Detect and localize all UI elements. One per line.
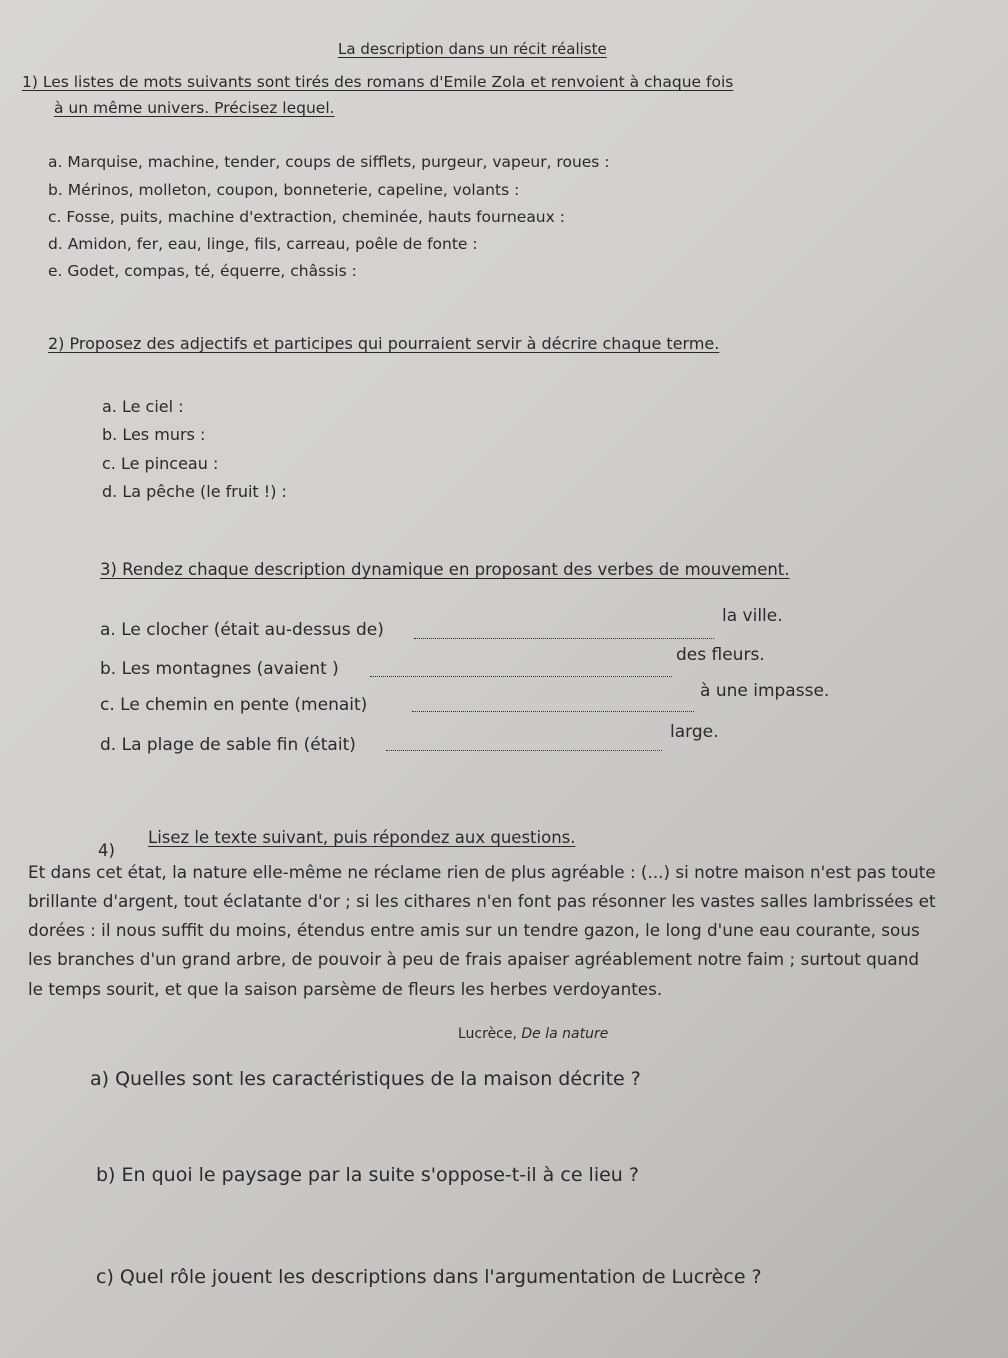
- q3-item-b-end: des fleurs.: [676, 645, 765, 665]
- q2-item-a: a. Le ciel :: [102, 397, 184, 416]
- text-source: [458, 1026, 608, 1042]
- text-line-1: Et dans cet état, la nature elle-même ne réclame rien de plus agréable : (...) si notre maison n'est pas toute: [28, 862, 936, 882]
- question-1-line-1: 1) Les listes de mots suivants sont tirés des romans d'Emile Zola et renvoient à chaque fois: [22, 73, 734, 91]
- q3-item-a-end: la ville.: [722, 606, 783, 626]
- question-4a: a) Quelles sont les caractéristiques de la maison décrite ?: [90, 1068, 641, 1090]
- q3-item-a-start: a. Le clocher (était au-dessus de): [100, 620, 384, 640]
- question-4c: c) Quel rôle jouent les descriptions dans l'argumentation de Lucrèce ?: [96, 1266, 762, 1288]
- q3-item-d-blank: [386, 750, 662, 751]
- q3-item-a-blank: [414, 638, 714, 639]
- q1-item-b: b. Mérinos, molleton, coupon, bonneterie, capeline, volants :: [48, 181, 520, 199]
- q2-item-b: b. Les murs :: [102, 425, 206, 444]
- q3-item-c-start: c. Le chemin en pente (menait): [100, 695, 368, 715]
- question-3-line: 3) Rendez chaque description dynamique en proposant des verbes de mouvement.: [100, 560, 790, 579]
- question-1-line-2: à un même univers. Précisez lequel.: [54, 99, 335, 117]
- q2-item-d: d. La pêche (le fruit !) :: [102, 482, 287, 501]
- q3-item-b-blank: [370, 676, 672, 677]
- q3-item-d-start: d. La plage de sable fin (était): [100, 735, 356, 755]
- question-4-number: 4): [98, 841, 115, 860]
- question-2-line: 2) Proposez des adjectifs et participes qui pourraient servir à décrire chaque terme.: [48, 334, 720, 353]
- q1-item-c: c. Fosse, puits, machine d'extraction, cheminée, hauts fourneaux :: [48, 208, 565, 226]
- q3-item-c-blank: [412, 711, 694, 712]
- question-4b: b) En quoi le paysage par la suite s'oppose-t-il à ce lieu ?: [96, 1164, 639, 1186]
- q1-item-d: d. Amidon, fer, eau, linge, fils, carreau, poêle de fonte :: [48, 235, 478, 253]
- q3-item-b-start: b. Les montagnes (avaient ): [100, 659, 339, 679]
- text-line-4: les branches d'un grand arbre, de pouvoir à peu de frais apaiser agréablement notre faim ; surtout quand: [28, 949, 919, 969]
- text-line-3: dorées : il nous suffit du moins, étendus entre amis sur un tendre gazon, le long d'une eau courante, sous: [28, 920, 920, 940]
- q2-item-c: c. Le pinceau :: [102, 454, 219, 473]
- source-title: De la nature: [521, 1026, 609, 1042]
- q3-item-c-end: à une impasse.: [700, 681, 830, 701]
- source-author: Lucrèce,: [458, 1026, 522, 1042]
- q3-item-d-end: large.: [670, 722, 719, 742]
- text-line-5: le temps sourit, et que la saison parsème de fleurs les herbes verdoyantes.: [28, 979, 663, 999]
- q1-item-a: a. Marquise, machine, tender, coups de sifflets, purgeur, vapeur, roues :: [48, 153, 610, 171]
- question-4-line: Lisez le texte suivant, puis répondez aux questions.: [148, 828, 576, 847]
- page-title: La description dans un récit réaliste: [338, 40, 607, 58]
- text-line-2: brillante d'argent, tout éclatante d'or ; si les cithares n'en font pas résonner les vastes salles lambrissées et: [28, 891, 936, 911]
- q1-item-e: e. Godet, compas, té, équerre, châssis :: [48, 262, 357, 280]
